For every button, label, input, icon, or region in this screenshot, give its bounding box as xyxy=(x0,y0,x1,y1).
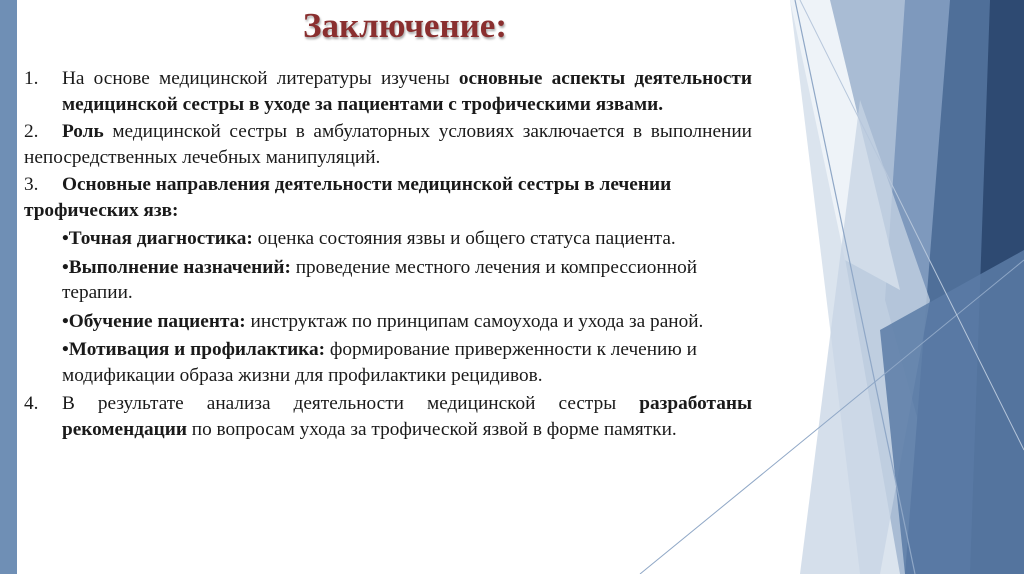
item-text-plain: В результате анализа деятельности медицинской сестры xyxy=(62,393,640,414)
list-item-3 xyxy=(24,172,752,223)
item-text xyxy=(62,391,752,442)
bullet-text: инструктаж по принципам самоухода и ухода за раной. xyxy=(245,310,704,332)
bullet-title: •Выполнение назначений: xyxy=(62,256,291,278)
item-number: 1. xyxy=(24,68,39,89)
bullet-item-prescriptions xyxy=(62,255,752,306)
item-number: 4. xyxy=(24,393,39,414)
bullet-item-patient-education xyxy=(62,309,752,335)
item-number: 3. xyxy=(24,174,39,195)
bullet-text: проведение местного лечения и компрессионной терапии. xyxy=(62,256,698,303)
list-item-4 xyxy=(24,391,752,442)
item-text-bold: Основные направления деятельности медицинской сестры в лечении трофических язв: xyxy=(24,174,672,221)
item-number: 2. xyxy=(24,121,39,142)
conclusion-content xyxy=(24,66,752,444)
item-text-bold: разработаны рекомендации xyxy=(62,393,752,440)
list-item-1 xyxy=(24,66,752,117)
bullet-title: •Мотивация и профилактика: xyxy=(62,339,326,360)
item-text-plain: медицинской сестры в амбулаторных условиях заключается в выполнении непосредственных лечебных манипуляций. xyxy=(24,121,752,168)
item-text-plain: по вопросам ухода за трофической язвой в форме памятки. xyxy=(186,418,677,440)
item-text xyxy=(62,66,752,117)
item-text-bold: Роль xyxy=(62,121,104,142)
bullet-item-motivation xyxy=(62,337,752,388)
bullet-title: •Обучение пациента: xyxy=(62,310,246,332)
bullet-item-diagnostics xyxy=(62,226,752,252)
bullet-title: •Точная диагностика: xyxy=(62,228,253,249)
bullet-text: формирование приверженности к лечению и модификации образа жизни для профилактики рецидивов. xyxy=(62,339,697,386)
item-text-bold: основные аспекты деятельности медицинской сестры в уходе за пациентами с трофическими язвами. xyxy=(62,68,752,115)
left-accent-bar xyxy=(0,0,17,574)
item-text-plain: На основе медицинской литературы изучены xyxy=(62,68,459,89)
slide-title: Заключение: xyxy=(303,6,507,45)
bullet-text: оценка состояния язвы и общего статуса пациента. xyxy=(252,228,676,249)
list-item-2 xyxy=(24,119,752,170)
